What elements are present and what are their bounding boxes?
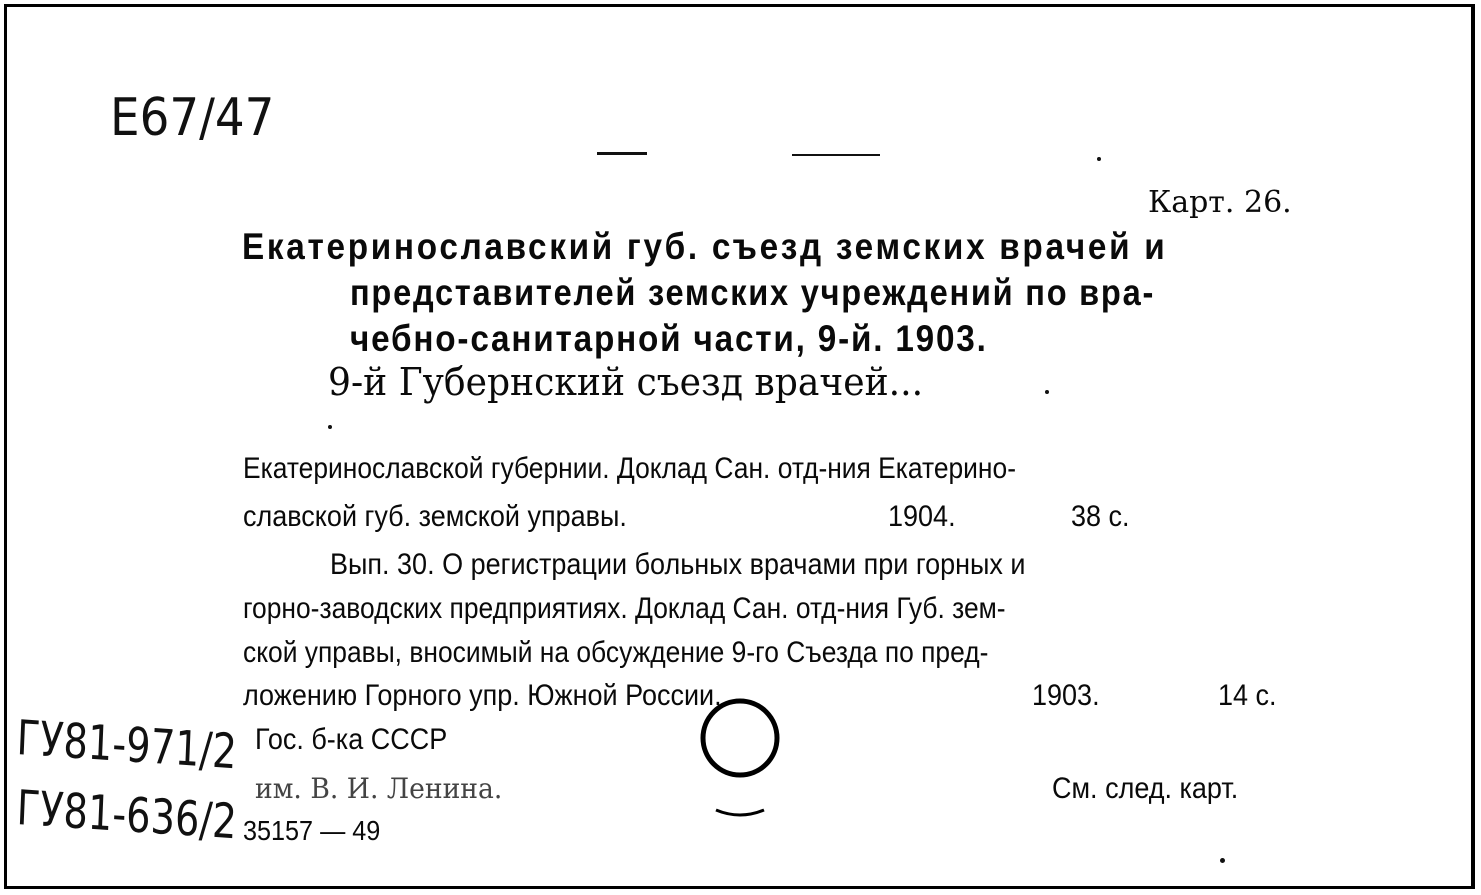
see-next-card: См. след. карт. [1052,772,1239,805]
library-name: Гос. б-ка СССР [255,723,448,756]
punch-hole [696,698,786,828]
mark-dot [1220,858,1225,863]
card-number: Карт. 26. [1148,185,1292,220]
heading-line-2: представителей земских учреждений по вра- [350,272,1156,313]
mark-dot [1045,390,1049,394]
shelf-mark-1: ГУ81-971/2 [15,710,238,781]
heading-line-3: чебно-санитарной части, 9-й. 1903. [350,318,988,359]
body-line: славской губ. земской управы. [243,500,627,533]
page-count: 38 с. [1071,500,1130,533]
body-line: ской управы, вносимый на обсуждение 9-го Съезда по пред- [243,636,989,669]
body-line: Екатеринославской губернии. Доклад Сан. отд-ния Екатерино- [243,452,1016,485]
heading-line-1: Екатеринославский губ. съезд земских врачей и [242,226,1168,267]
page-count: 14 с. [1218,679,1277,712]
year: 1903. [1032,679,1100,712]
divider-dash-right [792,154,880,156]
divider-dash-left [597,152,647,155]
mark-dot [328,425,332,429]
heading-line-4: 9-й Губернский съезд врачей... [328,360,924,404]
library-subtitle: им. В. И. Ленина. [255,772,503,805]
shelf-mark-2: ГУ81-636/2 [15,780,238,851]
year: 1904. [888,500,956,533]
call-number: E67/47 [110,88,275,148]
body-line: ложению Горного упр. Южной России. [243,679,722,712]
body-line: горно-заводских предприятиях. Доклад Сан. отд-ния Губ. зем- [243,592,1006,625]
mark-dot [1097,157,1101,161]
library-number: 35157 — 49 [243,815,381,846]
body-line: Вып. 30. О регистрации больных врачами при горных и [330,548,1026,581]
